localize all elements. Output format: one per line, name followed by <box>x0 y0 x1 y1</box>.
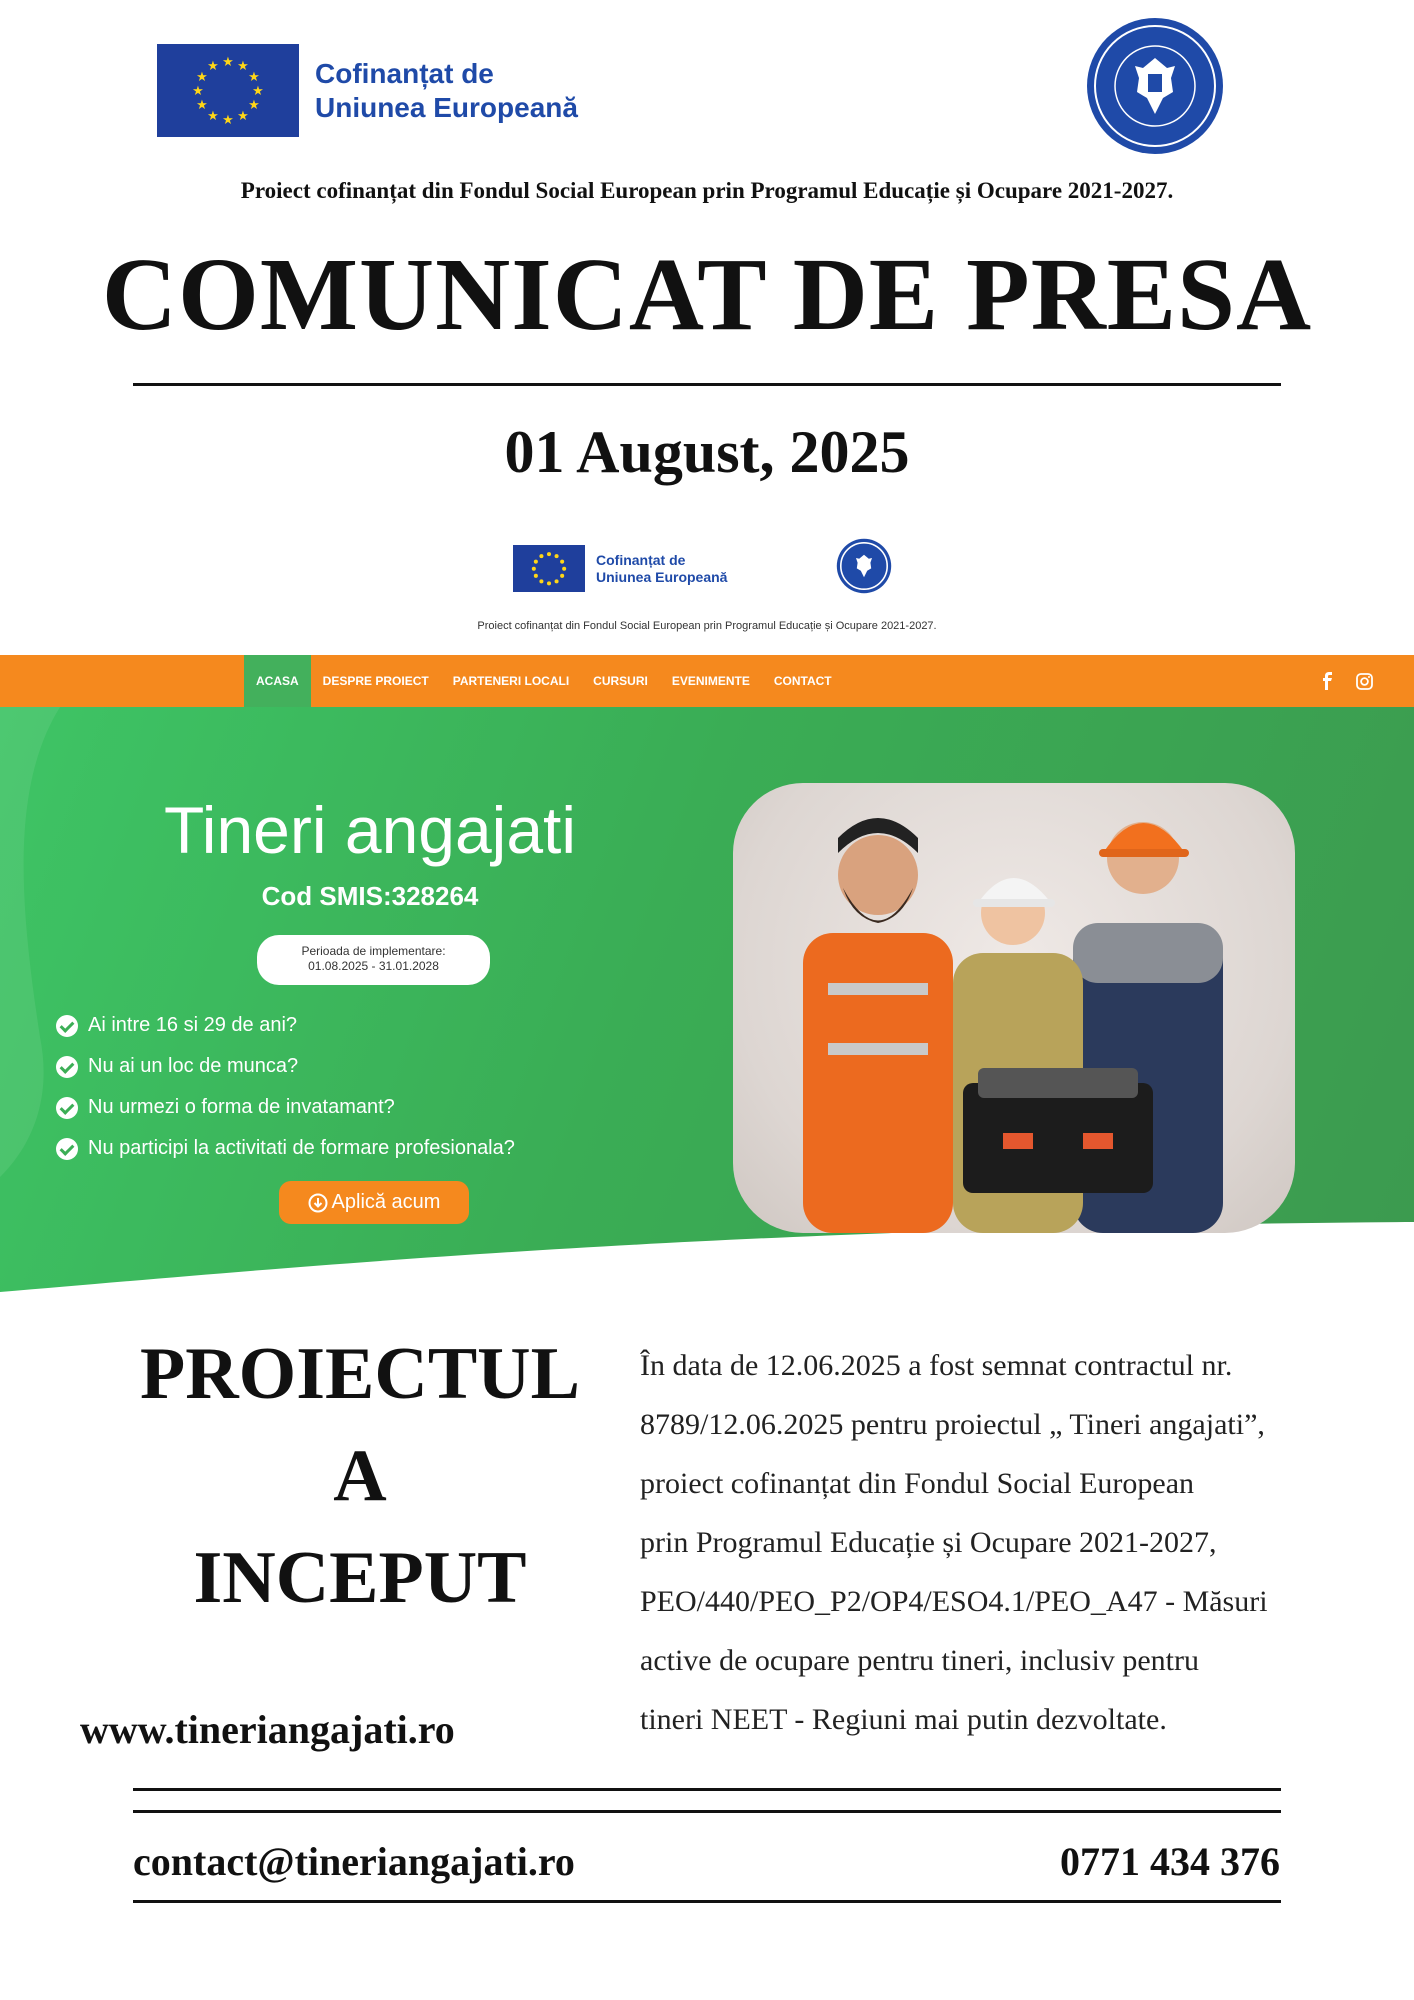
checklist-item <box>56 1087 515 1128</box>
eu-flag-icon <box>157 44 299 137</box>
nav-item-parteneri-locali[interactable]: PARTENERI LOCALI <box>452 674 570 688</box>
checklist-item-text: Nu urmezi o forma de invatamant? <box>88 1096 395 1118</box>
divider <box>133 1788 1281 1791</box>
website-link[interactable]: www.tineriangajati.ro <box>80 1707 455 1752</box>
eligibility-checklist <box>56 1005 515 1169</box>
nav-item-contact[interactable]: CONTACT <box>773 674 832 688</box>
download-circle-icon <box>308 1193 328 1213</box>
contact-email-link[interactable]: contact@tineriangajati.ro <box>133 1839 575 1884</box>
period-value: 01.08.2025 - 31.01.2028 <box>308 959 439 973</box>
implementation-period-badge <box>257 935 490 985</box>
body-line: tineri NEET - Regiuni mai putin dezvoltate. <box>640 1703 1167 1736</box>
checklist-item <box>56 1046 515 1087</box>
apply-now-button[interactable] <box>279 1181 469 1224</box>
apply-now-label: Aplică acum <box>331 1191 441 1213</box>
checklist-item-text: Nu ai un loc de munca? <box>88 1055 299 1077</box>
eu-logo-line1: Cofinanțat de <box>315 57 494 89</box>
cofinancing-subtitle: Proiect cofinanțat din Fondul Social European prin Programul Educație și Ocupare 2021-2027. <box>240 178 1174 203</box>
svg-text:★: ★ <box>237 109 249 124</box>
period-label: Perioada de implementare: <box>301 944 446 958</box>
heading-line: INCEPUT <box>193 1537 527 1619</box>
eu-logo-small-line2: Uniunea Europeană <box>596 568 728 585</box>
body-line: prin Programul Educație și Ocupare 2021-2027, <box>640 1526 1217 1559</box>
hero-title: Tineri angajati <box>163 793 577 867</box>
romanian-government-seal-small-icon <box>836 538 892 594</box>
project-started-heading <box>80 1323 640 1629</box>
checklist-item-text: Nu participi la activitati de formare profesionala? <box>88 1137 515 1159</box>
body-line: În data de 12.06.2025 a fost semnat contractul nr. <box>640 1349 1233 1382</box>
eu-logo-line2: Uniunea Europeană <box>315 91 578 123</box>
nav-item-despre-proiect[interactable]: DESPRE PROIECT <box>322 674 429 688</box>
facebook-icon[interactable] <box>1320 655 1334 707</box>
instagram-icon[interactable] <box>1356 655 1373 707</box>
svg-text:★: ★ <box>196 70 208 85</box>
checklist-item <box>56 1005 515 1046</box>
divider <box>133 1900 1281 1903</box>
svg-text:★: ★ <box>207 109 219 124</box>
svg-text:★: ★ <box>196 98 208 113</box>
svg-text:★: ★ <box>248 70 260 85</box>
eu-logo-small-line1: Cofinanțat de <box>596 551 686 568</box>
svg-text:★: ★ <box>207 59 219 74</box>
body-line: PEO/440/PEO_P2/OP4/ESO4.1/PEO_A47 - Măsuri <box>640 1585 1268 1618</box>
svg-text:★: ★ <box>222 55 234 70</box>
check-circle-icon <box>56 1097 78 1119</box>
check-circle-icon <box>56 1015 78 1037</box>
checklist-item-text: Ai intre 16 si 29 de ani? <box>88 1014 298 1036</box>
body-line: proiect cofinanțat din Fondul Social European <box>640 1467 1195 1500</box>
workers-photo <box>733 783 1295 1233</box>
release-date: 01 August, 2025 <box>504 419 910 485</box>
body-line: active de ocupare pentru tineri, inclusiv pentru <box>640 1644 1199 1677</box>
nav-item-acasa[interactable]: ACASA <box>244 655 311 707</box>
check-circle-icon <box>56 1138 78 1160</box>
eu-cofinancing-logo <box>157 44 578 137</box>
eu-flag-icon <box>513 545 585 592</box>
press-release-body <box>640 1336 1400 1749</box>
checklist-item <box>56 1128 515 1169</box>
site-cofinancing-subtitle: Proiect cofinanțat din Fondul Social European prin Programul Educație și Ocupare 2021-2027. <box>477 620 937 632</box>
check-circle-icon <box>56 1056 78 1078</box>
svg-text:★: ★ <box>248 98 260 113</box>
site-navbar <box>0 655 1414 707</box>
heading-line: PROIECTUL <box>140 1333 580 1415</box>
page-title: COMUNICAT DE PRESA <box>101 237 1313 352</box>
romanian-government-seal-icon <box>1085 16 1225 156</box>
svg-text:★: ★ <box>222 113 234 128</box>
svg-text:★: ★ <box>252 84 264 99</box>
eu-cofinancing-logo-small <box>513 545 727 592</box>
heading-line: A <box>333 1435 387 1517</box>
contact-phone: 0771 434 376 <box>1060 1839 1280 1884</box>
divider <box>133 1810 1281 1813</box>
hero-banner <box>0 707 1414 1301</box>
nav-item-cursuri[interactable]: CURSURI <box>593 674 648 688</box>
svg-text:★: ★ <box>237 59 249 74</box>
smis-code: Cod SMIS:328264 <box>261 881 479 911</box>
body-line: 8789/12.06.2025 pentru proiectul „ Tineri angajati”, <box>640 1408 1265 1441</box>
nav-item-evenimente[interactable]: EVENIMENTE <box>671 674 750 688</box>
divider <box>133 383 1281 386</box>
svg-text:★: ★ <box>192 84 204 99</box>
